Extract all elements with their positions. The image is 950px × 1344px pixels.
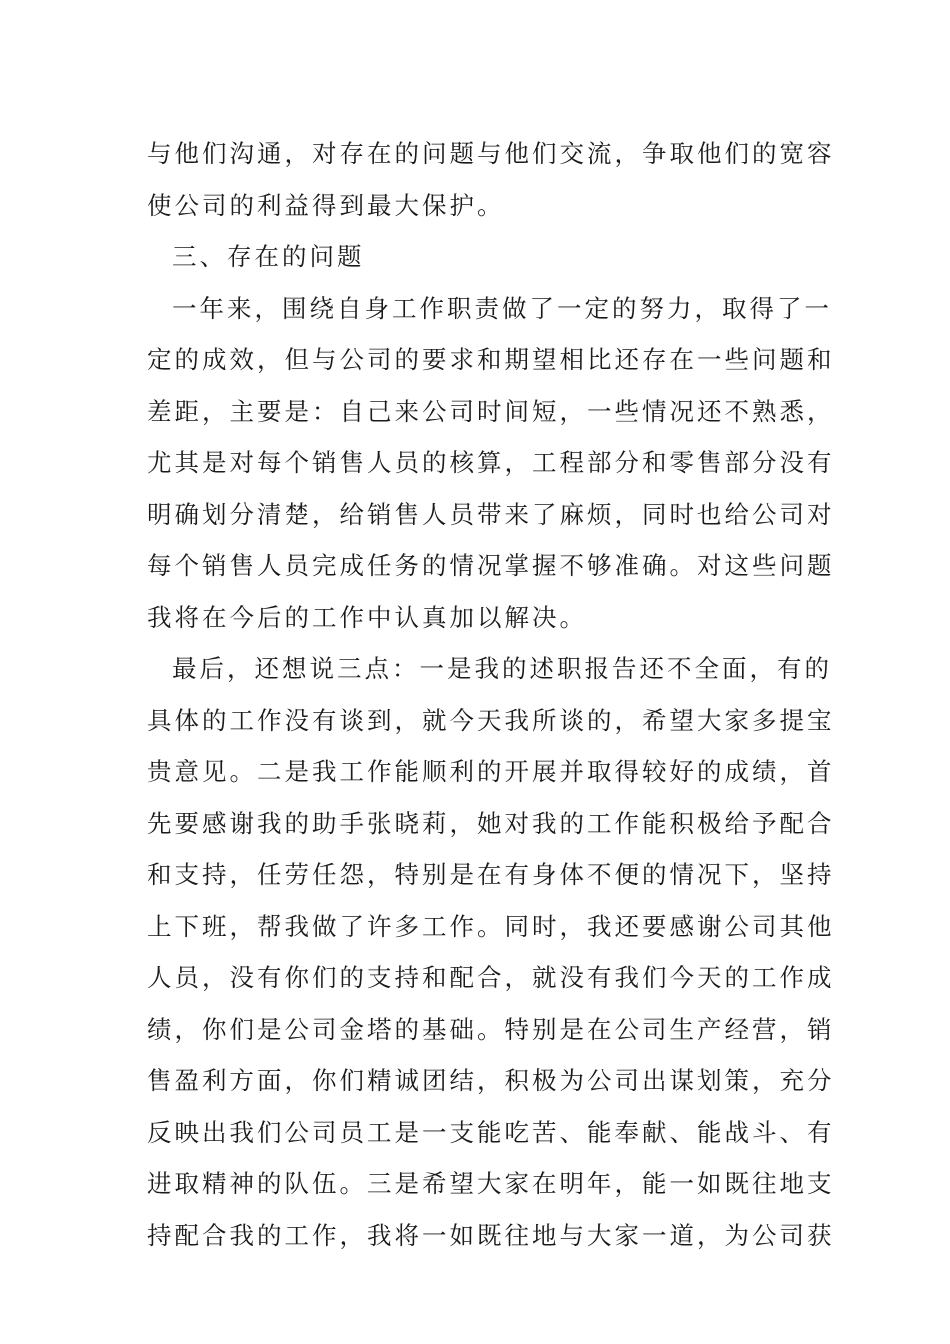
text-line: 明确划分清楚，给销售人员带来了麻烦，同时也给公司对 xyxy=(147,499,835,529)
text-line: 我将在今后的工作中认真加以解决。 xyxy=(147,602,587,632)
text-line: 一年来，围绕自身工作职责做了一定的努力，取得了一 xyxy=(172,293,832,323)
text-line: 进取精神的队伍。三是希望大家在明年，能一如既往地支 xyxy=(147,1169,835,1198)
text-line: 人员，没有你们的支持和配合，就没有我们今天的工作成 xyxy=(147,963,835,992)
text-line: 先要感谢我的助手张晓莉，她对我的工作能积极给予配合 xyxy=(147,808,835,838)
text-line: 尤其是对每个销售人员的核算，工程部分和零售部分没有 xyxy=(147,448,835,477)
text-line: 和支持，任劳任怨，特别是在有身体不便的情况下，坚持 xyxy=(147,860,835,889)
text-line: 售盈利方面，你们精诚团结，积极为公司出谋划策，充分 xyxy=(147,1066,835,1095)
text-line: 每个销售人员完成任务的情况掌握不够准确。对这些问题 xyxy=(147,551,835,580)
text-line: 具体的工作没有谈到，就今天我所谈的，希望大家多提宝 xyxy=(147,705,835,735)
document-body xyxy=(147,128,835,1261)
text-line: 最后，还想说三点：一是我的述职报告还不全面，有的 xyxy=(172,654,832,683)
text-line: 与他们沟通，对存在的问题与他们交流，争取他们的宽容 xyxy=(147,139,835,168)
text-line: 持配合我的工作，我将一如既往地与大家一道，为公司获 xyxy=(147,1220,835,1250)
text-line: 差距，主要是：自己来公司时间短，一些情况还不熟悉， xyxy=(147,396,835,426)
text-line: 使公司的利益得到最大保护。 xyxy=(147,190,505,220)
text-line: 定的成效，但与公司的要求和期望相比还存在一些问题和 xyxy=(147,345,835,374)
section-heading: 三、存在的问题 xyxy=(172,242,365,271)
text-line: 反映出我们公司员工是一支能吃苦、能奉献、能战斗、有 xyxy=(147,1117,835,1147)
text-line: 上下班，帮我做了许多工作。同时，我还要感谢公司其他 xyxy=(147,911,835,941)
text-line: 绩，你们是公司金塔的基础。特别是在公司生产经营，销 xyxy=(147,1014,835,1044)
text-line: 贵意见。二是我工作能顺利的开展并取得较好的成绩，首 xyxy=(147,757,835,786)
